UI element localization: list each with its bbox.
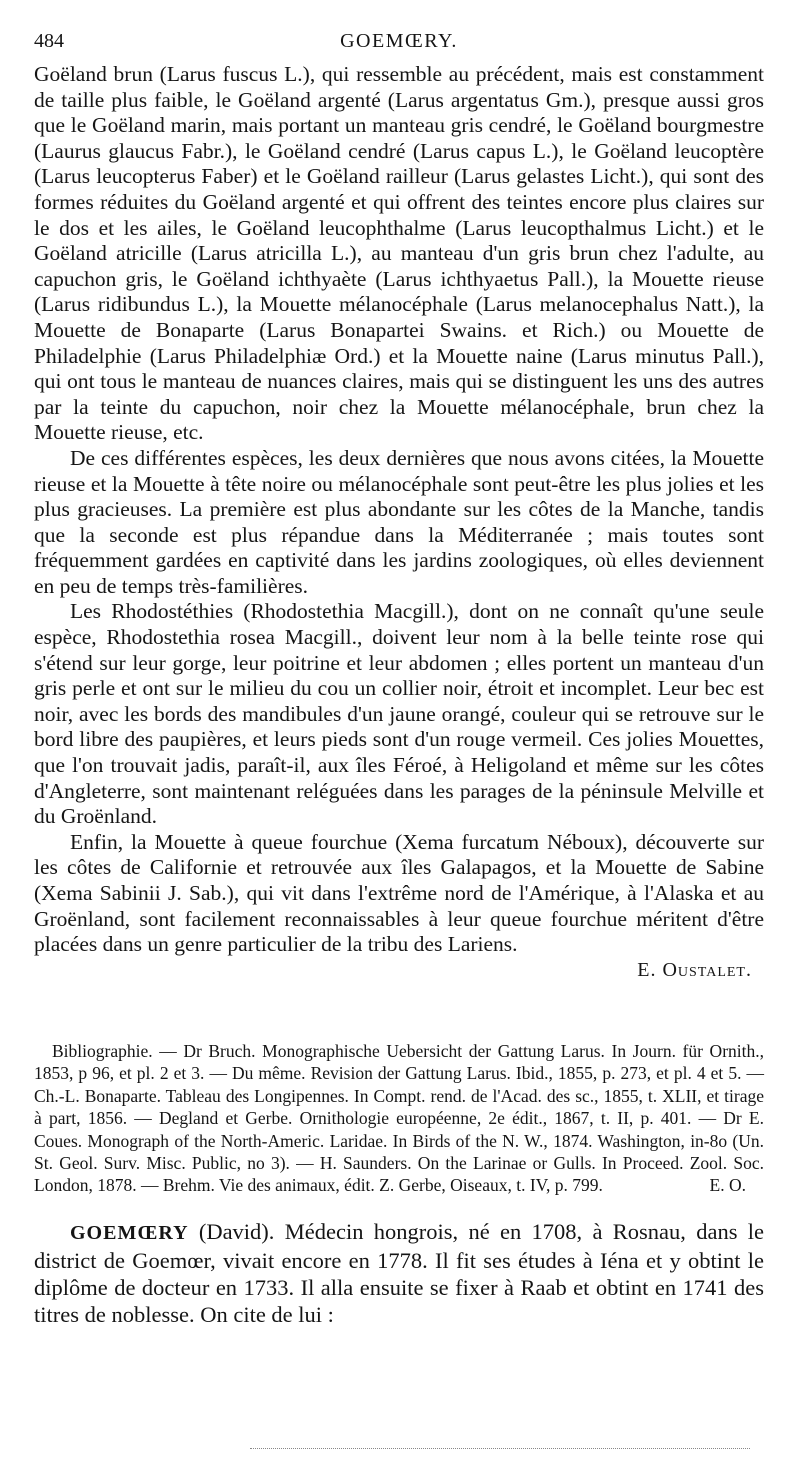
article-paragraph-2: De ces différentes espèces, les deux dernières que nous avons citées, la Mouette rieuse et la Mouette à tête noire ou mélanocéphale sont peut-être les plus jolies et les plus gracieuses. La première est plus abondante sur les côtes de la Manche, tandis que la seconde est plus répandue dans la Méditerranée ; mais toutes sont fréquemment gardées en captivité dans les jardins zoologiques, où elles deviennent en peu de temps très-familières. xyxy=(34,445,764,598)
bibliography-entries: Bibliographie. — Dr Bruch. Monographische Uebersicht der Gattung Larus. In Journ. für Ornith., 1853, p 96, et pl. 2 et 3. — Du même. Revision der Gattung Larus. Ibid., 1855, p. 273, et pl. 4 et 5. — Ch.-L. Bonaparte. Tableau des Longipennes. In Compt. rend. de l'Acad. des sc., 1855, t. XLII, et tirage à part, 1856. — Degland et Gerbe. Ornithologie européenne, 2e édit., 1867, t. II, p. 401. — Dr E. Coues. Monograph of the North-Americ. Laridae. In Birds of the N. W., 1874. Washington, in-8o (Un. St. Geol. Surv. Misc. Public, no 3). — H. Saunders. On the Larinae or Gulls. In Proceed. Zool. Soc. London, 1878. — Brehm. Vie des animaux, édit. Z. Gerbe, Oiseaux, t. IV, p. 799. xyxy=(34,1041,764,1196)
bibliography xyxy=(34,1040,764,1197)
bibliography-text xyxy=(34,1040,764,1197)
running-head: GOEMŒRY. xyxy=(340,30,458,52)
bibliography-signature: E. O. xyxy=(709,1175,746,1196)
article-paragraph-4: Enfin, la Mouette à queue fourchue (Xema furcatum Néboux), découverte sur les côtes de Californie et retrouvée aux îles Galapagos, et la Mouette de Sabine (Xema Sabinii J. Sab.), qui vit dans l'extrême nord de l'Amérique, à l'Alaska et au Groënland, sont facilement reconnaissables à leur queue fourchue méritent d'être placées dans un genre particulier de la tribu des Lariens. xyxy=(34,829,764,957)
page-header xyxy=(34,30,764,60)
entry-text: (David). Médecin hongrois, né en 1708, à Rosnau, dans le district de Goemœr, vivait encore en 1778. Il fit ses études à Iéna et y obtint le diplôme de docteur en 1733. Il alla ensuite se fixer à Raab et obtint en 1741 des titres de noblesse. On cite de lui : xyxy=(34,1219,764,1327)
entry-goemoery xyxy=(34,1218,764,1328)
article-paragraph-1: Goëland brun (Larus fuscus L.), qui ressemble au précédent, mais est constamment de taille plus faible, le Goëland argenté (Larus argentatus Gm.), presque aussi gros que le Goëland marin, mais portant un manteau gris cendré, le Goëland bourgmestre (Laurus glaucus Fabr.), le Goëland cendré (Larus capus L.), le Goëland leucoptère (Larus leucopterus Faber) et le Goëland railleur (Larus gelastes Licht.), qui sont des formes réduites du Goëland argenté et qui offrent des teintes encore plus claires sur le dos et les ailes, le Goëland leucophthalme (Larus leucopthalmus Licht.) et le Goëland atricille (Larus atricilla L.), au manteau d'un gris brun chez l'adulte, au capuchon gris, le Goëland ichthyaète (Larus ichthyaetus Pall.), la Mouette rieuse (Larus ridibundus L.), la Mouette mélanocéphale (Larus melanocephalus Natt.), la Mouette de Bonaparte (Larus Bonapartei Swains. et Rich.) ou Mouette de Philadelphie (Larus Philadelphiæ Ord.) et la Mouette naine (Larus minutus Pall.), qui ont tous le manteau de nuances claires, mais qui se distinguent les uns des autres par la teinte du capuchon, noir chez la Mouette mélanocéphale, brun chez la Mouette rieuse, etc. xyxy=(34,62,764,445)
page-number: 484 xyxy=(34,30,64,52)
footer-dotted-rule xyxy=(250,1448,750,1449)
article-body xyxy=(34,62,764,983)
entry-paragraph xyxy=(34,1218,764,1328)
article-signature: E. Oustalet. xyxy=(637,958,752,981)
entry-headword: GOEMŒRY xyxy=(70,1222,189,1244)
article-paragraph-3: Les Rhodostéthies (Rhodostethia Macgill.), dont on ne connaît qu'une seule espèce, Rhodostethia rosea Macgill., doivent leur nom à la belle teinte rose qui s'étend sur leur gorge, leur poitrine et leur abdomen ; elles portent un manteau d'un gris perle et ont sur le milieu du cou un collier noir, étroit et incomplet. Leur bec est noir, avec les bords des mandibules d'un jaune orangé, couleur qui se retrouve sur le bord libre des paupières, et leurs pieds sont d'un rouge vermeil. Ces jolies Mouettes, que l'on trouvait jadis, paraît-il, aux îles Féroé, à Heligoland et même sur les côtes d'Angleterre, sont maintenant reléguées dans les parages de la péninsule Melville et du Groënland. xyxy=(34,599,764,829)
